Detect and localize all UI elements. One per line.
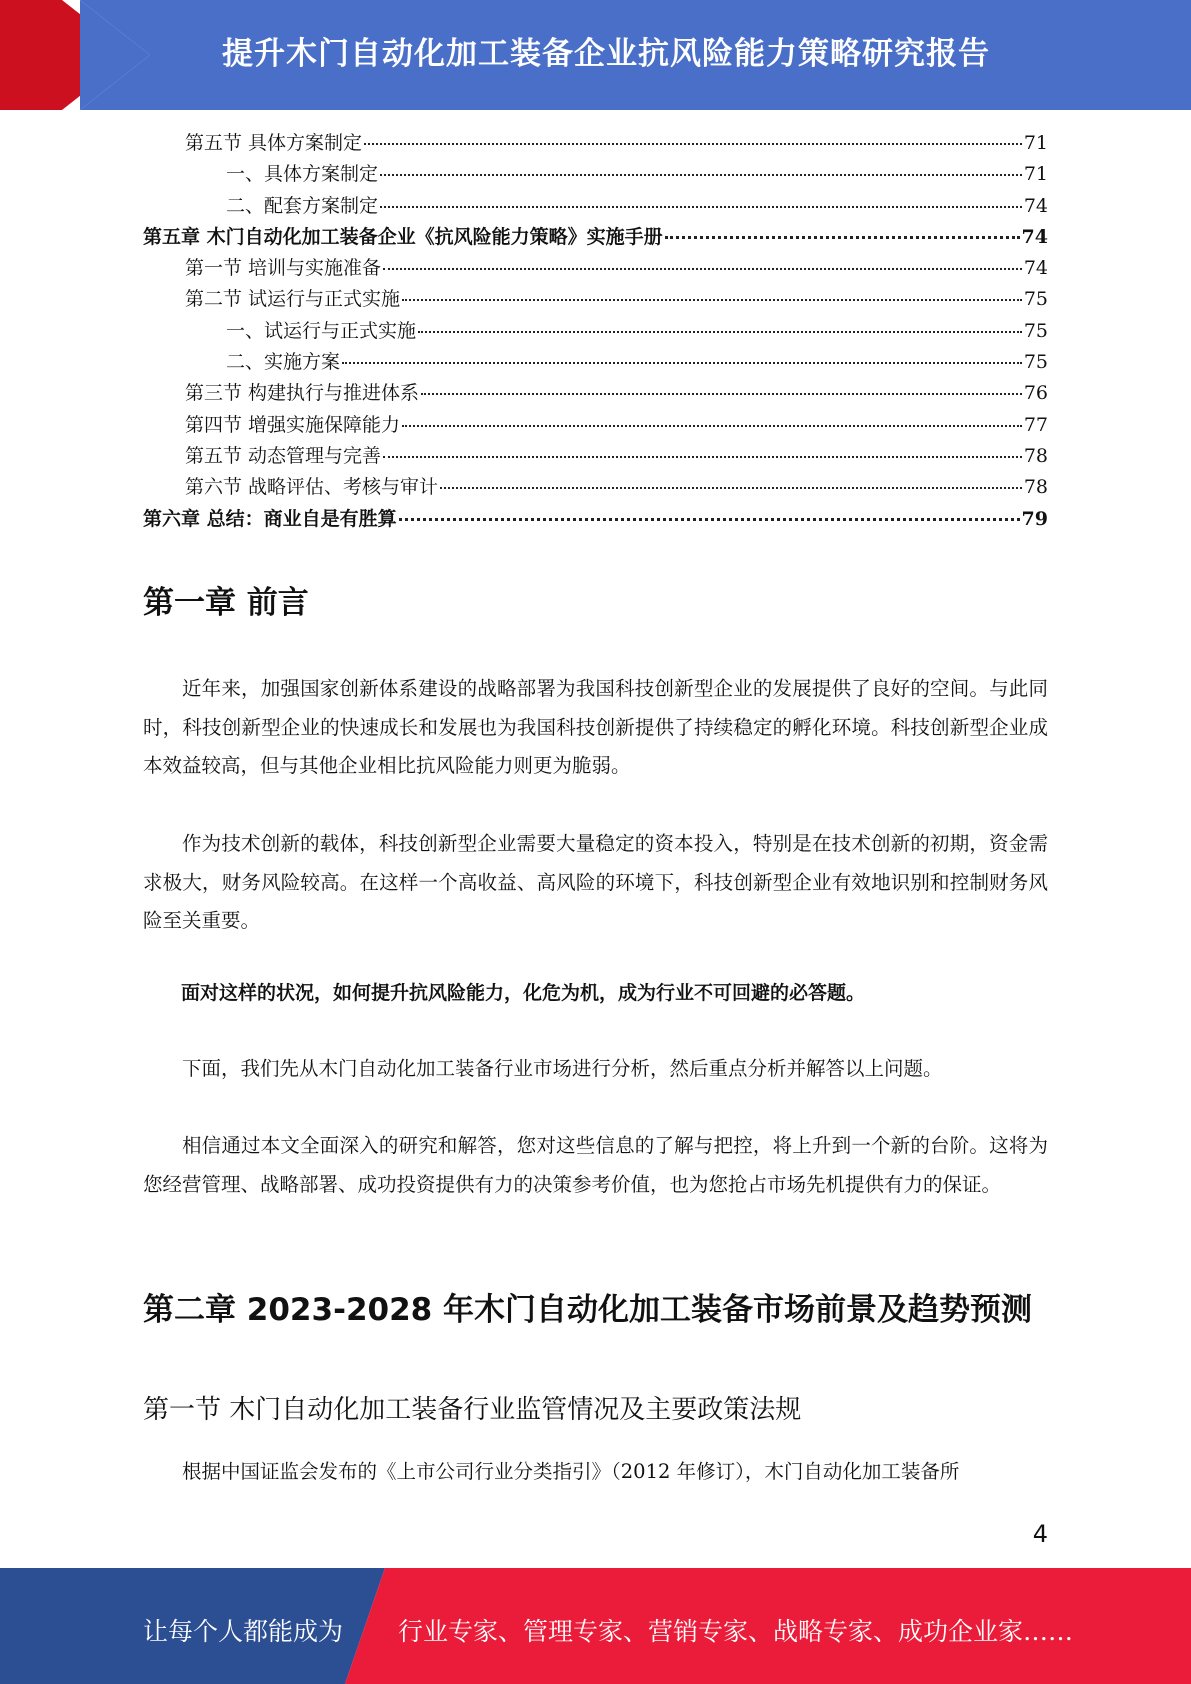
- toc-entry[interactable]: [143, 378, 1048, 409]
- toc-entry-page: 78: [1023, 476, 1048, 499]
- toc-dot-leader: [342, 361, 1022, 364]
- report-title: 提升木门自动化加工装备企业抗风险能力策略研究报告: [222, 36, 990, 72]
- toc-dot-leader: [380, 173, 1022, 176]
- toc-entry-page: 77: [1023, 413, 1048, 436]
- toc-entry-page: 71: [1023, 132, 1048, 154]
- toc-entry[interactable]: [143, 347, 1048, 378]
- paragraph: 作为技术创新的载体，科技创新型企业需要大量稳定的资本投入，特别是在技术创新的初期，资金需求极大，财务风险较高。在这样一个高收益、高风险的环境下，科技创新型企业有效地识别和控制财务风险至关重要。: [143, 832, 1048, 932]
- toc-entry-label: 二、配套方案制定: [226, 194, 379, 217]
- chapter-heading: 第二章 2023-2028 年木门自动化加工装备市场前景及趋势预测: [143, 1292, 1033, 1328]
- page-footer: [0, 1568, 1191, 1684]
- paragraph: 根据中国证监会发布的《上市公司行业分类指引》（2012 年修订），木门自动化加工装备所: [182, 1460, 960, 1483]
- chapter-heading: 第一章 前言: [143, 585, 309, 621]
- toc-dot-leader: [383, 455, 1022, 458]
- toc-entry-label: 一、具体方案制定: [226, 163, 379, 186]
- table-of-contents: [143, 128, 1048, 535]
- toc-entry-label: 第六节 战略评估、考核与审计: [185, 476, 439, 499]
- paragraph: 近年来，加强国家创新体系建设的战略部署为我国科技创新型企业的发展提供了良好的空间。与此同时，科技创新型企业的快速成长和发展也为我国科技创新提供了持续稳定的孵化环境。科技创新型企业成本效益较高，但与其他企业相比抗风险能力则更为脆弱。: [143, 677, 1048, 777]
- toc-entry-page: 76: [1023, 382, 1048, 405]
- toc-entry-label: 第三节 构建执行与推进体系: [185, 382, 420, 405]
- toc-dot-leader: [402, 424, 1022, 427]
- toc-entry[interactable]: [143, 284, 1048, 315]
- toc-entry[interactable]: [143, 159, 1048, 190]
- toc-dot-leader: [383, 267, 1022, 270]
- toc-dot-leader: [440, 486, 1022, 489]
- toc-dot-leader: [399, 517, 1020, 521]
- footer-slogan-right: 行业专家、管理专家、营销专家、战略专家、成功企业家……: [398, 1617, 1074, 1646]
- section-heading: 第一节 木门自动化加工装备行业监管情况及主要政策法规: [143, 1395, 802, 1425]
- toc-dot-leader: [418, 330, 1022, 333]
- highlight-paragraph: 面对这样的状况，如何提升抗风险能力，化危为机，成为行业不可回避的必答题。: [181, 982, 866, 1004]
- toc-entry-page: 74: [1023, 194, 1048, 217]
- toc-dot-leader: [364, 142, 1022, 145]
- toc-entry-label: 第二节 试运行与正式实施: [185, 288, 401, 311]
- toc-entry-label: 第五章 木门自动化加工装备企业《抗风险能力策略》实施手册: [143, 225, 663, 248]
- toc-entry-label: 第四节 增强实施保障能力: [185, 413, 401, 436]
- toc-entry-label: 第一节 培训与实施准备: [185, 257, 382, 280]
- toc-entry-page: 74: [1023, 257, 1048, 280]
- toc-entry-page: 79: [1021, 507, 1048, 530]
- toc-entry[interactable]: [143, 441, 1048, 472]
- toc-entry[interactable]: [143, 128, 1048, 159]
- paragraph: 下面，我们先从木门自动化加工装备行业市场进行分析，然后重点分析并解答以上问题。: [182, 1057, 943, 1080]
- toc-entry-label: 二、实施方案: [226, 351, 341, 374]
- paragraph: 相信通过本文全面深入的研究和解答，您对这些信息的了解与把控，将上升到一个新的台阶。这将为您经营管理、战略部署、成功投资提供有力的决策参考价值，也为您抢占市场先机提供有力的保证。: [143, 1134, 1048, 1196]
- toc-entry-label: 第五节 动态管理与完善: [185, 444, 382, 467]
- toc-dot-leader: [665, 235, 1020, 239]
- toc-entry-page: 75: [1023, 288, 1048, 311]
- toc-dot-leader: [402, 298, 1022, 301]
- toc-entry-page: 78: [1023, 444, 1048, 467]
- page-header: [0, 0, 1191, 110]
- toc-entry[interactable]: [143, 316, 1048, 347]
- toc-entry-label: 第六章 总结：商业自是有胜算: [143, 507, 397, 530]
- toc-entry-page: 74: [1021, 225, 1048, 248]
- toc-entry-page: 75: [1023, 351, 1048, 374]
- toc-entry[interactable]: [143, 472, 1048, 503]
- toc-entry-page: 71: [1023, 163, 1048, 186]
- toc-dot-leader: [380, 205, 1022, 208]
- page-number: 4: [1032, 1520, 1048, 1548]
- toc-entry[interactable]: [143, 504, 1048, 535]
- toc-entry[interactable]: [143, 191, 1048, 222]
- toc-entry-label: 一、试运行与正式实施: [226, 319, 417, 342]
- toc-entry[interactable]: [143, 253, 1048, 284]
- toc-entry-page: 75: [1023, 319, 1048, 342]
- toc-entry-label: 第五节 具体方案制定: [185, 132, 363, 154]
- toc-entry[interactable]: [143, 222, 1048, 253]
- toc-entry[interactable]: [143, 410, 1048, 441]
- footer-slogan-left: 让每个人都能成为: [143, 1617, 344, 1646]
- toc-dot-leader: [421, 392, 1022, 395]
